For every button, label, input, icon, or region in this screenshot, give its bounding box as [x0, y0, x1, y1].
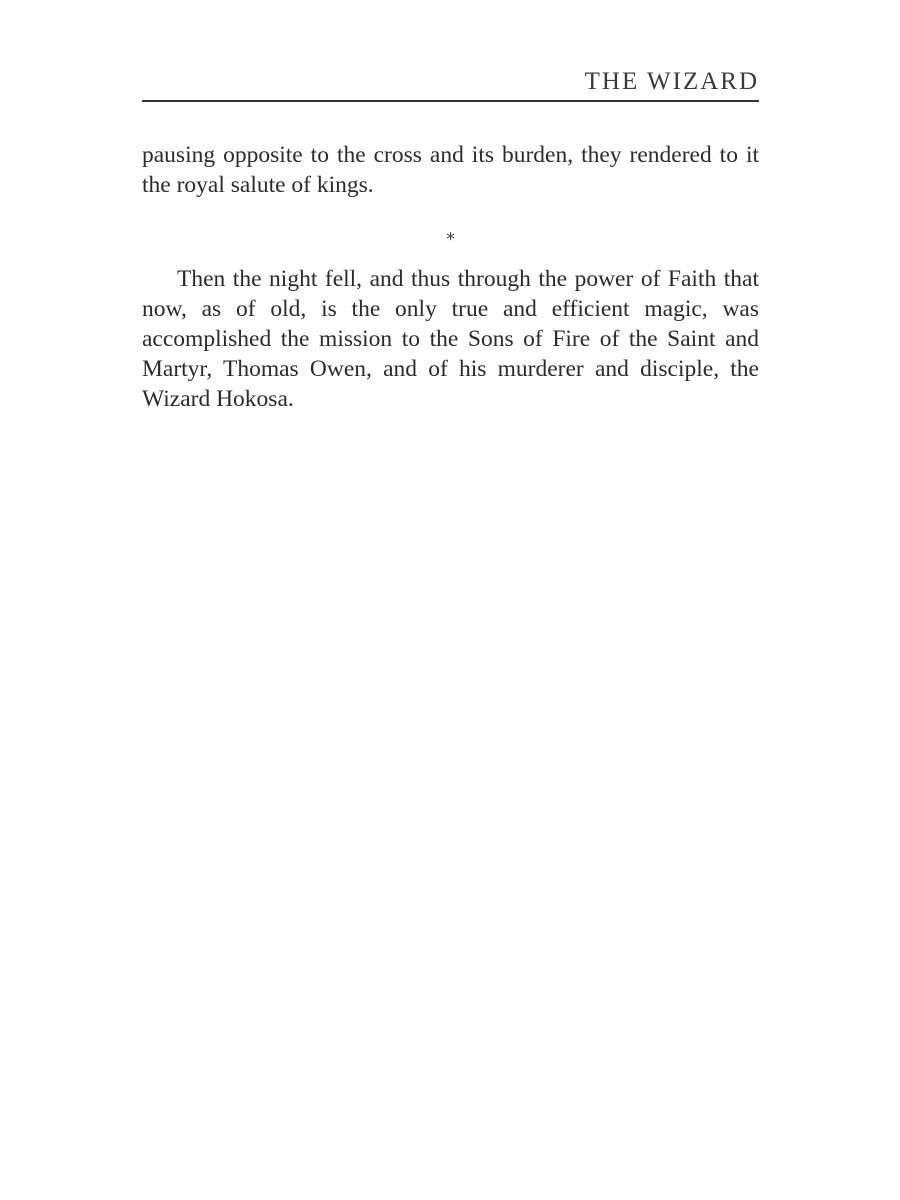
scene-break-asterisk: *	[446, 229, 455, 250]
header-rule	[142, 100, 759, 102]
running-head	[142, 64, 759, 102]
running-head-title: THE WIZARD	[584, 68, 759, 95]
paragraph-final: Then the night fell, and thus through the power of Faith that now, as of old, is the only true and efficient magic, was accomplished the mission to the Sons of Fire of the Saint and Martyr, Thomas Owen, and of his murderer and disciple, the Wizard Hokosa.	[142, 266, 759, 412]
body-text	[142, 140, 759, 414]
paragraph-continued: pausing opposite to the cross and its burden, they rendered to it the royal salute of kings.	[142, 142, 759, 198]
